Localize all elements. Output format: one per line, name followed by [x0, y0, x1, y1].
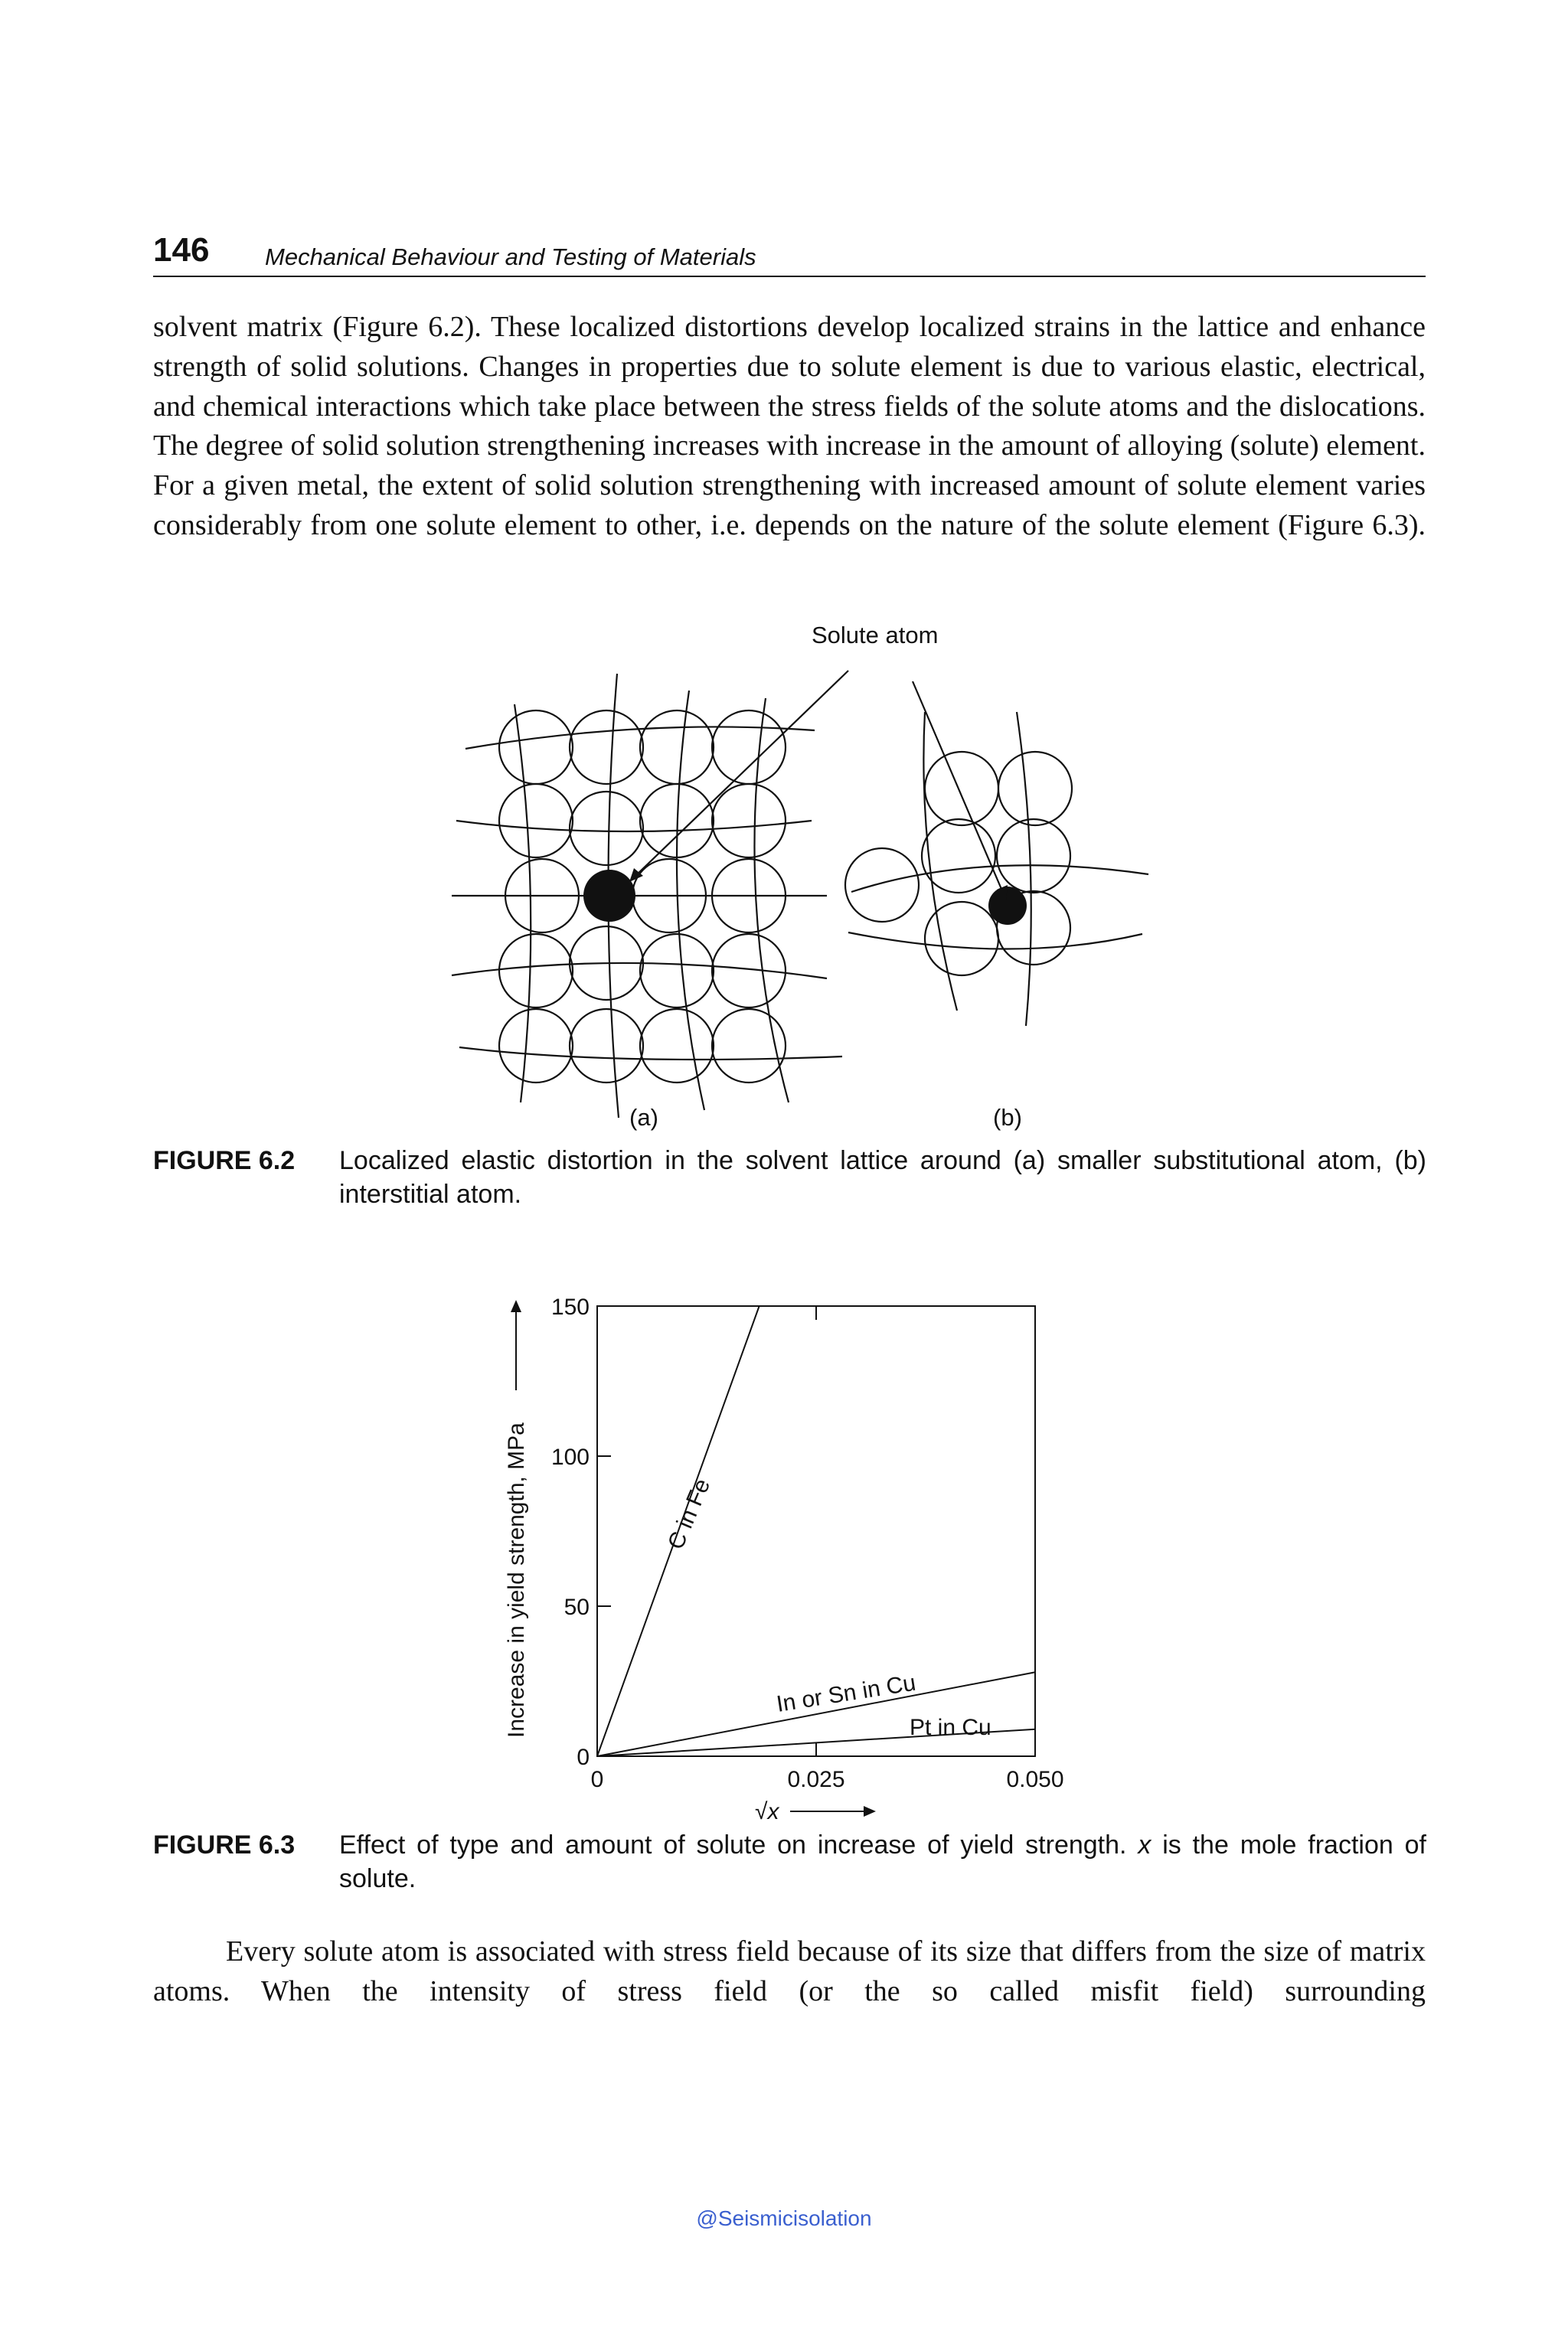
x-axis-label: √x: [755, 1799, 779, 1824]
y-tick-label: 0: [577, 1745, 590, 1770]
caption-label: FIGURE 6.3: [153, 1830, 296, 1860]
caption-text-after: is the mole fraction of solute.: [339, 1830, 1426, 1893]
caption-text: [339, 1828, 1426, 1896]
solvent-atom: [640, 934, 714, 1007]
solvent-atom: [997, 819, 1070, 893]
solvent-atom: [640, 1009, 714, 1083]
caption-variable: x: [1138, 1830, 1152, 1860]
y-tick-label: 100: [550, 1445, 590, 1470]
panel-b-label: (b): [993, 1104, 1022, 1131]
caption-text-before: Effect of type and amount of solute on increase of yield strength.: [339, 1830, 1138, 1860]
solvent-atom: [712, 934, 786, 1007]
pointer-line: [634, 671, 848, 877]
y-axis-arrowhead: [511, 1300, 521, 1312]
panel-a-label: (a): [629, 1104, 658, 1131]
solvent-atom: [499, 1009, 573, 1083]
solvent-atom: [712, 710, 786, 784]
series-label: C in Fe: [663, 1474, 716, 1553]
solvent-atom: [499, 784, 573, 857]
lattice-group: [452, 671, 1148, 1118]
x-tick-label: 0.025: [787, 1767, 845, 1792]
lattice-line: [456, 821, 812, 831]
lattice-line: [1017, 712, 1031, 1026]
solvent-atom: [922, 819, 995, 893]
solvent-atom: [570, 1009, 643, 1083]
figure-6-3-chart: [490, 1279, 1102, 1830]
lattice-line: [923, 712, 957, 1011]
solute-atom-substitutional: [583, 870, 635, 922]
x-tick-label: 0: [590, 1767, 604, 1792]
solvent-atom: [998, 752, 1072, 825]
solvent-atom: [499, 710, 573, 784]
solvent-atom: [712, 784, 786, 857]
caption-label: FIGURE 6.2: [153, 1146, 296, 1175]
lattice-line: [514, 704, 531, 1102]
y-axis-label: Increase in yield strength, MPa: [504, 1422, 529, 1738]
caption-text: Localized elastic distortion in the solvent lattice around (a) smaller substitutional atom, (b) interstitial atom.: [339, 1146, 1426, 1209]
body-paragraph: Every solute atom is associated with stress field because of its size that differs from the size of matrix atoms. When the intensity of stress field (or the so called misfit field) surrounding: [153, 1935, 1426, 2007]
running-title: Mechanical Behaviour and Testing of Materials: [265, 243, 756, 270]
solvent-atom: [925, 752, 998, 825]
page-number: 146: [153, 231, 210, 269]
solvent-atom: [640, 710, 714, 784]
pointer-line: [913, 681, 1003, 893]
solvent-atom: [570, 710, 643, 784]
solvent-atom: [499, 934, 573, 1007]
solvent-atom: [570, 792, 643, 865]
solvent-atom: [845, 848, 919, 922]
header-rule: [153, 276, 1426, 277]
y-tick-label: 50: [564, 1595, 590, 1620]
series-label: Pt in Cu: [910, 1715, 991, 1740]
solute-atom-label: Solute atom: [812, 622, 939, 648]
solute-atom-interstitial: [988, 887, 1027, 925]
series-label: In or Sn in Cu: [774, 1670, 918, 1717]
body-paragraph: solvent matrix (Figure 6.2). These localized distortions develop localized strains in the lattice and enhance strength of solid solutions. Changes in properties due to solute element is due to various elastic, electrical, and chemical interactions which take place between the stress fields of the solute atoms and the dislocations. The degree of solid solution strengthening increases with increase in the amount of alloying (solute) element. For a given metal, the extent of solid solution strengthening with increased amount of solute element varies considerably from one solute element to other, i.e. depends on the nature of the solute element (Figure 6.3).: [153, 311, 1426, 541]
y-tick-label: 150: [550, 1295, 590, 1320]
watermark: @Seismicisolation: [696, 2206, 872, 2230]
figure-6-2-diagram: [429, 612, 1164, 1141]
lattice-line: [848, 932, 1142, 949]
x-tick-label: 0.050: [1006, 1767, 1064, 1792]
lattice-line: [677, 691, 704, 1110]
x-axis-arrowhead: [864, 1806, 876, 1817]
